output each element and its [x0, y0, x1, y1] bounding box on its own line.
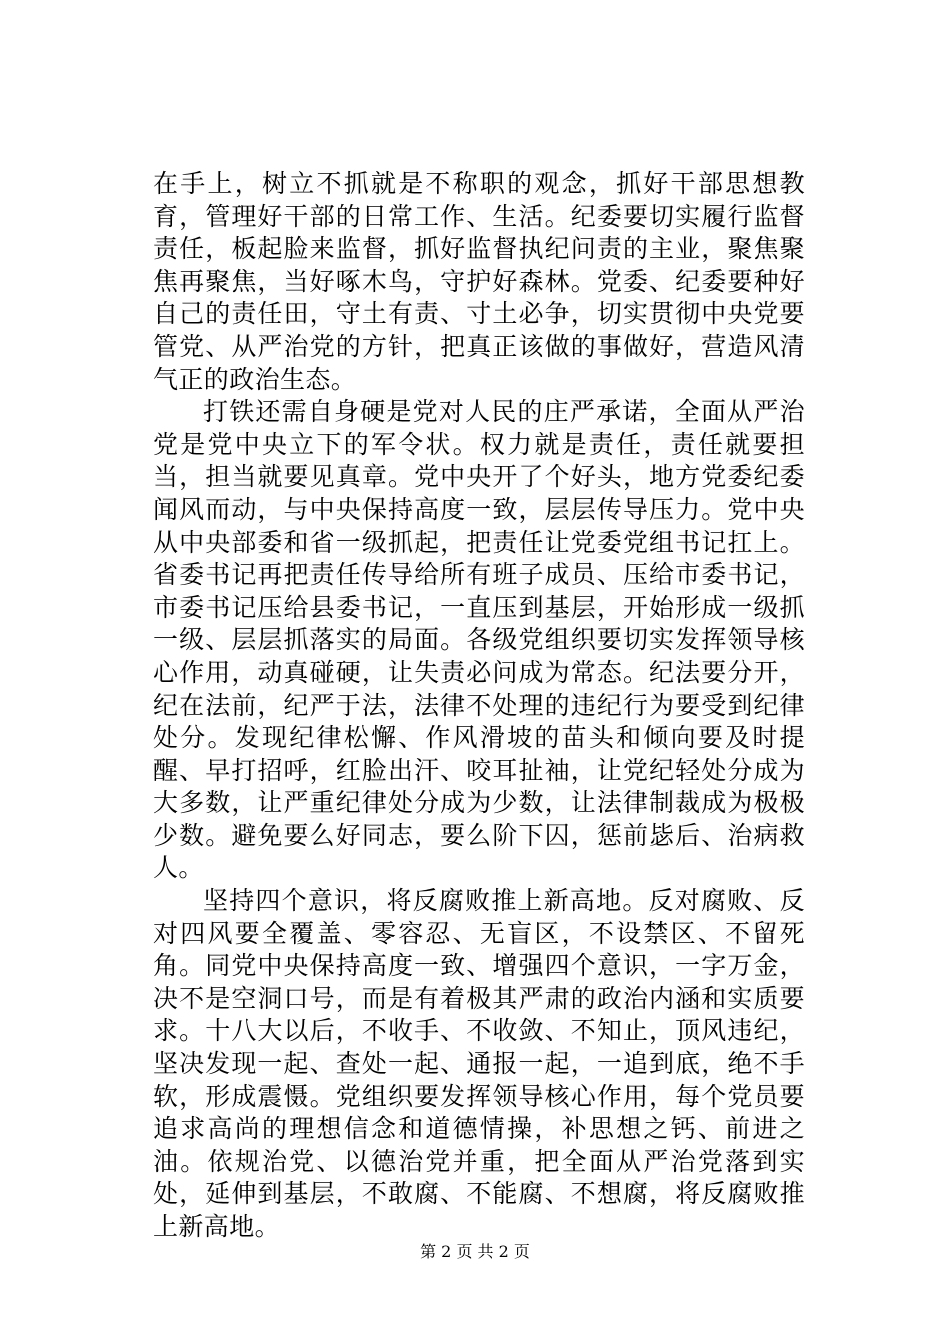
- document-body: [153, 168, 805, 1244]
- paragraph-responsibility: 打铁还需自身硬是党对人民的庄严承诺，全面从严治党是党中央立下的军令状。权力就是责任，责任就要担当，担当就要见真章。党中央开了个好头，地方党委纪委闻风而动，与中央保持高度一致，层层传导压力。党中央从中央部委和省一级抓起，把责任让党委党组书记扛上。省委书记再把责任传导给所有班子成员、压给市委书记，市委书记压给县委书记，一直压到基层，开始形成一级抓一级、层层抓落实的局面。各级党组织要切实发挥领导核心作用，动真碰硬，让失责必问成为常态。纪法要分开，纪在法前，纪严于法，法律不处理的违纪行为要受到纪律处分。发现纪律松懈、作风滑坡的苗头和倾向要及时提醒、早打招呼，红脸出汗、咬耳扯袖，让党纪轻处分成为大多数，让严重纪律处分成为少数，让法律制裁成为极极少数。避免要么好同志，要么阶下囚，惩前毖后、治病救人。: [153, 397, 805, 883]
- page-footer: 第 2 页 共 2 页: [420, 1242, 530, 1261]
- paragraph-continuation: 在手上，树立不抓就是不称职的观念，抓好干部思想教育，管理好干部的日常工作、生活。纪委要切实履行监督责任，板起脸来监督，抓好监督执纪问责的主业，聚焦聚焦再聚焦，当好啄木鸟，守护好森林。党委、纪委要种好自己的责任田，守土有责、寸土必争，切实贯彻中央党要管党、从严治党的方针，把真正该做的事做好，营造风清气正的政治生态。: [153, 169, 805, 394]
- paragraph-anti-corruption: 坚持四个意识，将反腐败推上新高地。反对腐败、反对四风要全覆盖、零容忍、无盲区，不设禁区、不留死角。同党中央保持高度一致、增强四个意识，一字万金，决不是空洞口号，而是有着极其严肃的政治内涵和实质要求。十八大以后，不收手、不收敛、不知止，顶风违纪，坚决发现一起、查处一起、通报一起，一追到底，绝不手软，形成震慑。党组织要发挥领导核心作用，每个党员要追求高尚的理想信念和道德情操，补思想之钙、前进之油。依规治党、以德治党并重，把全面从严治党落到实处，延伸到基层，不敢腐、不能腐、不想腐，将反腐败推上新高地。: [153, 886, 805, 1241]
